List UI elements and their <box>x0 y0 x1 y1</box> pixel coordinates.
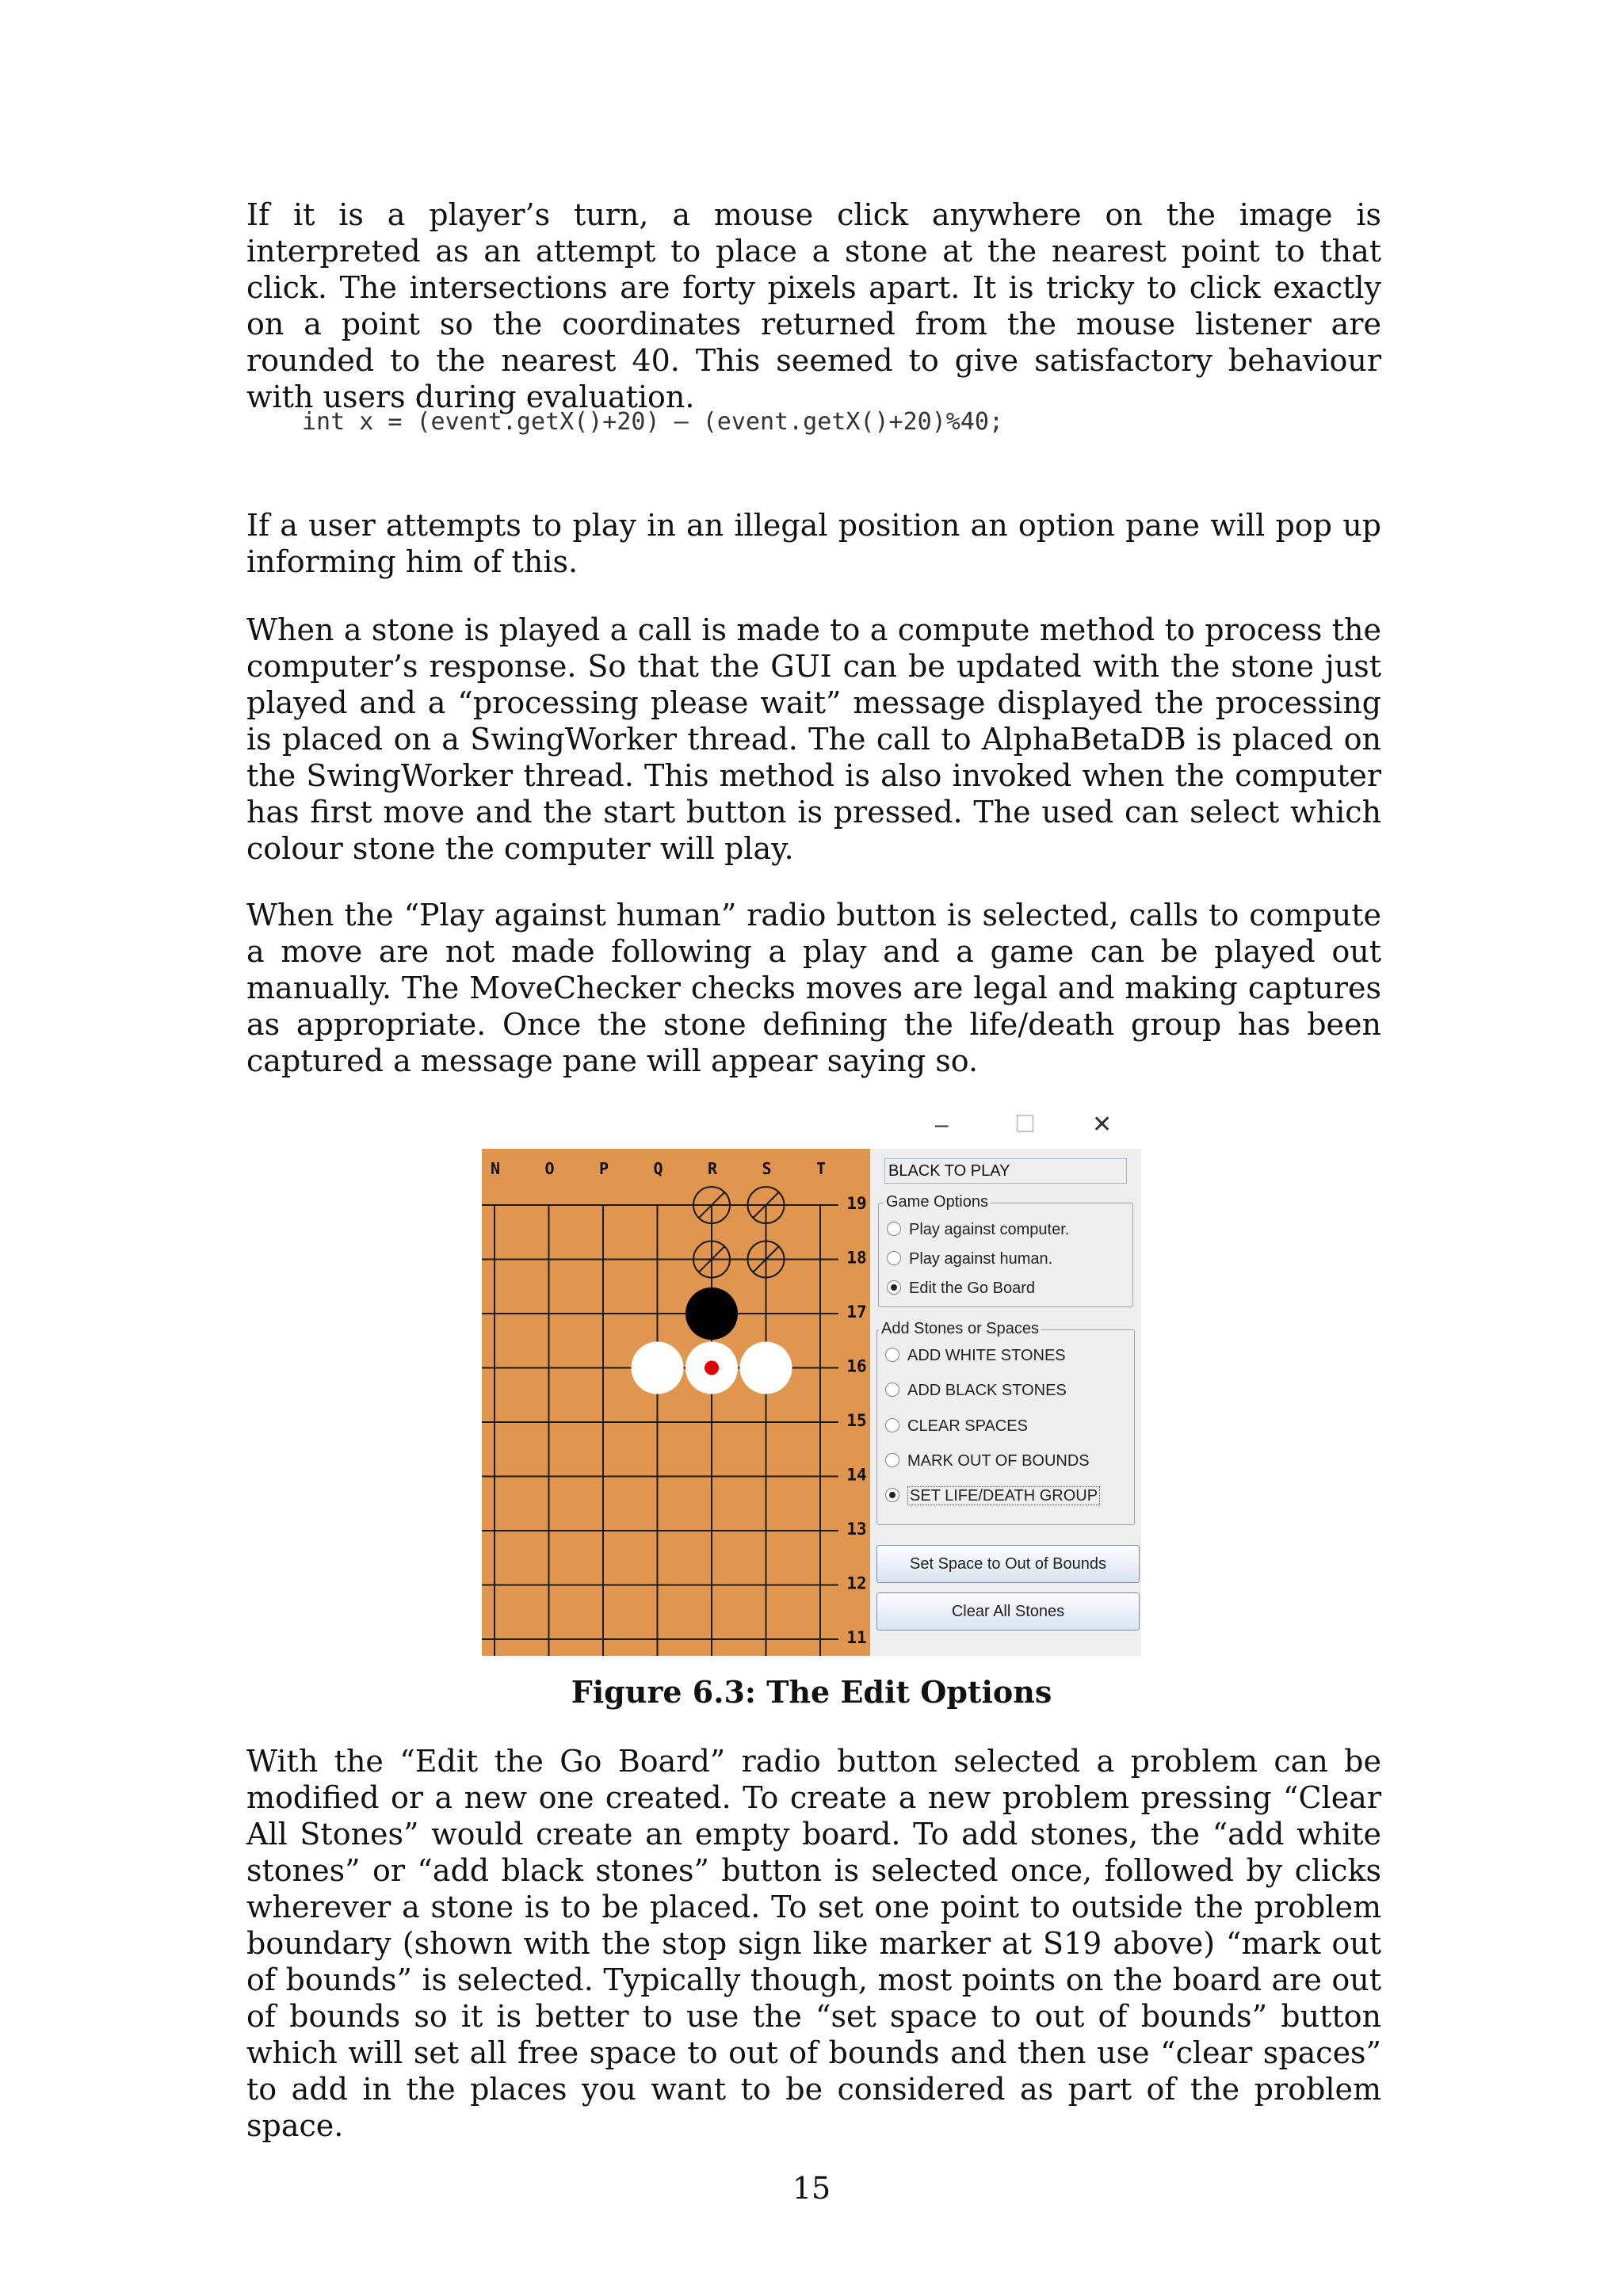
window-titlebar <box>482 1104 1141 1149</box>
row-label: 13 <box>846 1520 867 1539</box>
paragraph-illegal-move: If a user attempts to play in an illegal position an option pane will pop up informing him of this. <box>246 508 1381 579</box>
minimize-icon[interactable]: – <box>935 1112 949 1138</box>
radio-clear-spaces[interactable] <box>885 1417 1028 1436</box>
game-options-group <box>878 1193 1133 1307</box>
add-stones-group <box>876 1320 1135 1525</box>
radio-add-white[interactable] <box>885 1346 1066 1365</box>
set-out-of-bounds-button[interactable]: Set Space to Out of Bounds <box>876 1545 1140 1583</box>
white-stone <box>740 1342 792 1394</box>
radio-label: Play against human. <box>909 1250 1053 1268</box>
radio-icon[interactable] <box>885 1418 899 1432</box>
row-label: 14 <box>846 1465 867 1485</box>
radio-play-computer[interactable] <box>887 1220 1069 1239</box>
column-label: Q <box>653 1159 663 1178</box>
row-label: 11 <box>846 1628 867 1647</box>
paragraph-compute: When a stone is played a call is made to a compute method to process the computer’s response. So that the GUI can be updated with the stone just played and a “processing please wait” message displayed the processing is placed on a SwingWorker thread. The call to AlphaBetaDB is placed on the SwingWorker thread. This method is also invoked when the computer has first move and the start button is pressed. The used can select which colour stone the computer will play. <box>246 612 1381 866</box>
column-label: R <box>707 1159 718 1178</box>
radio-label: Edit the Go Board <box>909 1280 1035 1297</box>
go-board[interactable] <box>482 1149 870 1656</box>
maximize-icon[interactable]: ☐ <box>1014 1112 1036 1138</box>
paragraph-edit-board: With the “Edit the Go Board” radio button selected a problem can be modified or a new one created. To create a new problem pressing “Clear All Stones” would create an empty board. To add stones, the “add white stones” or “add black stones” button is selected once, followed by clicks wherever a stone is to be placed. To set one point to outside the problem boundary (shown with the stop sign like marker at S19 above) “mark out of bounds” is selected. Typically though, most points on the board are out of bounds so it is better to use the “set space to out of bounds” button which will set all free space to out of bounds and then use “clear spaces” to add in the places you want to be considered as part of the problem space. <box>246 1744 1381 2143</box>
clear-all-stones-button[interactable]: Clear All Stones <box>876 1592 1140 1630</box>
radio-label: CLEAR SPACES <box>907 1417 1028 1435</box>
paragraph-play-human: When the “Play against human” radio button is selected, calls to compute a move are not made following a play and a game can be played out manually. The MoveChecker checks moves are legal and making captures as appropriate. Once the stone defining the life/death group has been captured a message pane will appear saying so. <box>246 898 1381 1078</box>
radio-label: Play against computer. <box>909 1221 1070 1238</box>
add-stones-title: Add Stones or Spaces <box>879 1320 1041 1338</box>
radio-play-human[interactable] <box>887 1249 1052 1268</box>
go-board-canvas[interactable] <box>482 1149 870 1656</box>
radio-icon[interactable] <box>887 1222 901 1236</box>
black-stone <box>685 1287 738 1340</box>
code-snippet: int x = (event.getX()+20) – (event.getX()+20)%40; <box>302 408 1004 436</box>
close-icon[interactable]: ✕ <box>1092 1112 1113 1138</box>
column-label: O <box>544 1159 555 1178</box>
row-label: 18 <box>846 1248 867 1268</box>
white-stone <box>632 1342 684 1394</box>
life-death-marker <box>705 1361 719 1375</box>
column-label: T <box>815 1159 827 1178</box>
paragraph-mouse-click: If it is a player’s turn, a mouse click anywhere on the image is interpreted as an attempt to place a stone at the nearest point to that click. The intersections are forty pixels apart. It is tricky to click exactly on a point so the coordinates returned from the mouse listener are rounded to the nearest 40. This seemed to give satisfactory behaviour with users during evaluation. <box>246 197 1381 414</box>
radio-set-life-death[interactable] <box>885 1486 1100 1505</box>
figure-caption: Figure 6.3: The Edit Options <box>571 1674 1052 1710</box>
radio-mark-out-of-bounds[interactable] <box>885 1451 1090 1470</box>
row-label: 19 <box>846 1194 867 1213</box>
turn-status: BLACK TO PLAY <box>884 1158 1127 1184</box>
radio-selected-icon[interactable] <box>885 1488 899 1502</box>
radio-add-black[interactable] <box>885 1381 1067 1400</box>
row-label: 16 <box>846 1356 867 1376</box>
edit-options-screenshot <box>482 1104 1141 1656</box>
radio-label: ADD BLACK STONES <box>907 1382 1067 1399</box>
radio-label: MARK OUT OF BOUNDS <box>907 1452 1090 1470</box>
radio-label: ADD WHITE STONES <box>907 1347 1066 1364</box>
page-number: 15 <box>792 2171 831 2206</box>
row-label: 17 <box>846 1302 867 1322</box>
row-label: 15 <box>846 1411 867 1430</box>
radio-selected-icon[interactable] <box>887 1280 901 1295</box>
radio-label: SET LIFE/DEATH GROUP <box>907 1486 1100 1505</box>
column-label: N <box>490 1159 501 1178</box>
game-options-title: Game Options <box>884 1193 991 1211</box>
row-label: 12 <box>846 1573 867 1593</box>
radio-icon[interactable] <box>887 1251 901 1265</box>
column-label: P <box>598 1159 609 1178</box>
radio-edit-board[interactable] <box>887 1279 1035 1298</box>
radio-icon[interactable] <box>885 1453 899 1467</box>
radio-icon[interactable] <box>885 1348 899 1362</box>
column-label: S <box>762 1159 772 1178</box>
control-panel <box>870 1149 1141 1656</box>
radio-icon[interactable] <box>885 1383 899 1397</box>
